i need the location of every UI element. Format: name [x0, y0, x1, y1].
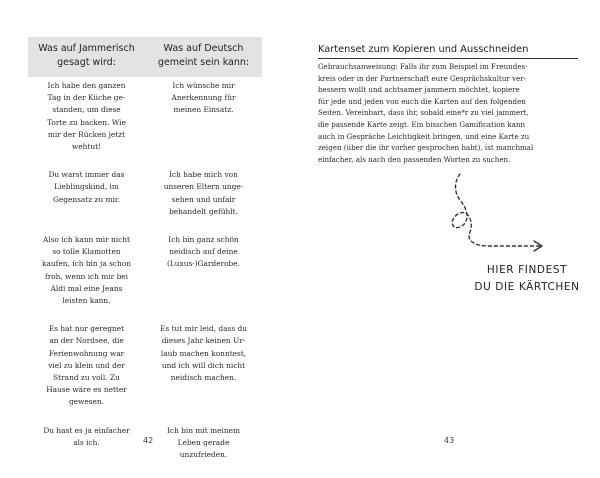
cell-line: Gegensatz zu mir.: [53, 194, 120, 204]
cell-deutsch: [145, 234, 262, 307]
cell-jammerisch: [28, 425, 145, 462]
cell-jammerisch: [28, 80, 145, 153]
cell-line: als ich.: [73, 437, 100, 447]
cell-line: kaufen, ich bin ja schon: [42, 259, 131, 269]
cell-line: sehen und unfair: [171, 194, 236, 204]
cell-line: laub machen konntest,: [160, 348, 247, 358]
cell-line: Aldi mal eine Jeans: [50, 283, 123, 293]
section-title: Kartenset zum Kopieren und Ausschneiden: [318, 44, 578, 59]
cell-line: Ich bin ganz schön: [168, 235, 239, 245]
hint-line: DU DIE KÄRTCHEN: [474, 281, 580, 293]
paragraph-line: Seiten. Vereinbart, dass ihr, sobald eine*r zu viel jammert,: [318, 108, 529, 118]
cell-line: leisten kann.: [62, 296, 111, 306]
cell-line: Ich bin mit meinem: [167, 425, 240, 435]
cell-jammerisch: [28, 169, 145, 218]
cell-line: standen, um diese: [52, 105, 121, 115]
table-row: [28, 234, 262, 307]
cell-line: so tolle Klamotten: [52, 247, 121, 257]
cell-line: wehtut!: [71, 142, 102, 152]
header-deutsch: Was auf Deutsch gemeint sein kann:: [157, 43, 250, 68]
paragraph-line: Gebrauchsanweisung: Falls ihr zum Beispiel im Freundes-: [318, 62, 528, 71]
paragraph-line: zeigen (über die ihr vorher gesprochen habt), ist manchmal: [318, 143, 534, 153]
cell-line: an der Nordsee, die: [49, 336, 124, 346]
table-header: [28, 37, 262, 77]
cell-line: Also ich kann mir nicht: [43, 235, 130, 245]
cell-line: Leben gerade: [177, 437, 230, 447]
cell-line: Torte zu backen. Wie: [47, 117, 126, 127]
table-row: [28, 80, 262, 153]
cell-line: Hause wäre es netter: [46, 385, 127, 395]
dashed-loop-arrow-icon: [440, 170, 550, 260]
cell-line: Ferienwohnung war: [48, 348, 125, 358]
cell-line: Ich habe den ganzen: [47, 81, 126, 90]
cell-deutsch: [145, 323, 262, 408]
cell-deutsch: [145, 169, 262, 218]
cell-line: Ich habe mich von: [169, 170, 238, 180]
cell-line: dieses Jahr keinen Ur-: [161, 336, 246, 346]
cell-deutsch: [145, 425, 262, 462]
cell-line: behandelt gefühlt.: [169, 206, 238, 216]
cell-line: und ich will dich nicht: [161, 360, 246, 370]
paragraph-line: einfacher, als nach den passenden Worten zu suchen.: [318, 154, 511, 164]
cell-line: meinen Einsatz.: [173, 105, 234, 115]
cell-jammerisch: [28, 323, 145, 408]
cell-line: Strand zu voll. Zu: [53, 373, 120, 383]
header-jammerisch: Was auf Jammerisch gesagt wird:: [38, 43, 135, 68]
cell-line: Du hast es ja einfacher: [43, 425, 130, 435]
cell-line: Tag in der Küche ge-: [47, 93, 126, 103]
cell-deutsch: [145, 80, 262, 153]
cell-line: mir der Rücken jetzt: [47, 129, 126, 139]
page-number-left: 42: [143, 436, 154, 445]
cell-line: viel zu klein und der: [48, 360, 125, 370]
cell-line: Anerkennung für: [171, 93, 236, 103]
paragraph-line: für jede und jeden von euch die Karten auf den folgenden: [318, 96, 526, 106]
cell-line: froh, wenn ich mir bei: [44, 271, 129, 281]
hint-line: HIER FINDEST: [486, 264, 568, 276]
cards-hint: [462, 262, 592, 296]
cell-line: gewesen.: [68, 397, 105, 407]
cell-line: Du warst immer das: [48, 170, 125, 180]
instructions-paragraph: [318, 61, 580, 165]
paragraph-line: bessern wollt und achtsamer jammern möchtet, kopiere: [318, 85, 520, 95]
cell-line: Lieblingskind, im: [54, 182, 119, 192]
cell-line: unzufrieden.: [179, 450, 228, 460]
cell-line: unseren Eltern unge-: [163, 182, 244, 192]
cell-line: neidisch auf deine: [169, 247, 238, 257]
table-row: [28, 323, 262, 408]
paragraph-line: auch in Gespräche Leichtigkeit bringen, und eine Karte zu: [318, 131, 530, 141]
table-body: [28, 80, 262, 461]
cell-line: Es tut mir leid, dass du: [160, 324, 247, 334]
paragraph-line: die passende Karte zeigt. Ein bisschen Gamification kann: [318, 119, 526, 129]
table-row: [28, 169, 262, 218]
cell-line: Es hat nur geregnet: [48, 324, 125, 334]
page-number-right: 43: [444, 436, 455, 445]
cell-line: Ich wünsche mir: [172, 81, 235, 90]
cell-jammerisch: [28, 234, 145, 307]
cell-line: (Luxus-)Garderobe.: [166, 259, 241, 269]
paragraph-line: kreis oder in der Partnerschaft eure Gesprächskultur ver-: [318, 73, 527, 83]
cell-line: neidisch machen.: [170, 373, 237, 383]
